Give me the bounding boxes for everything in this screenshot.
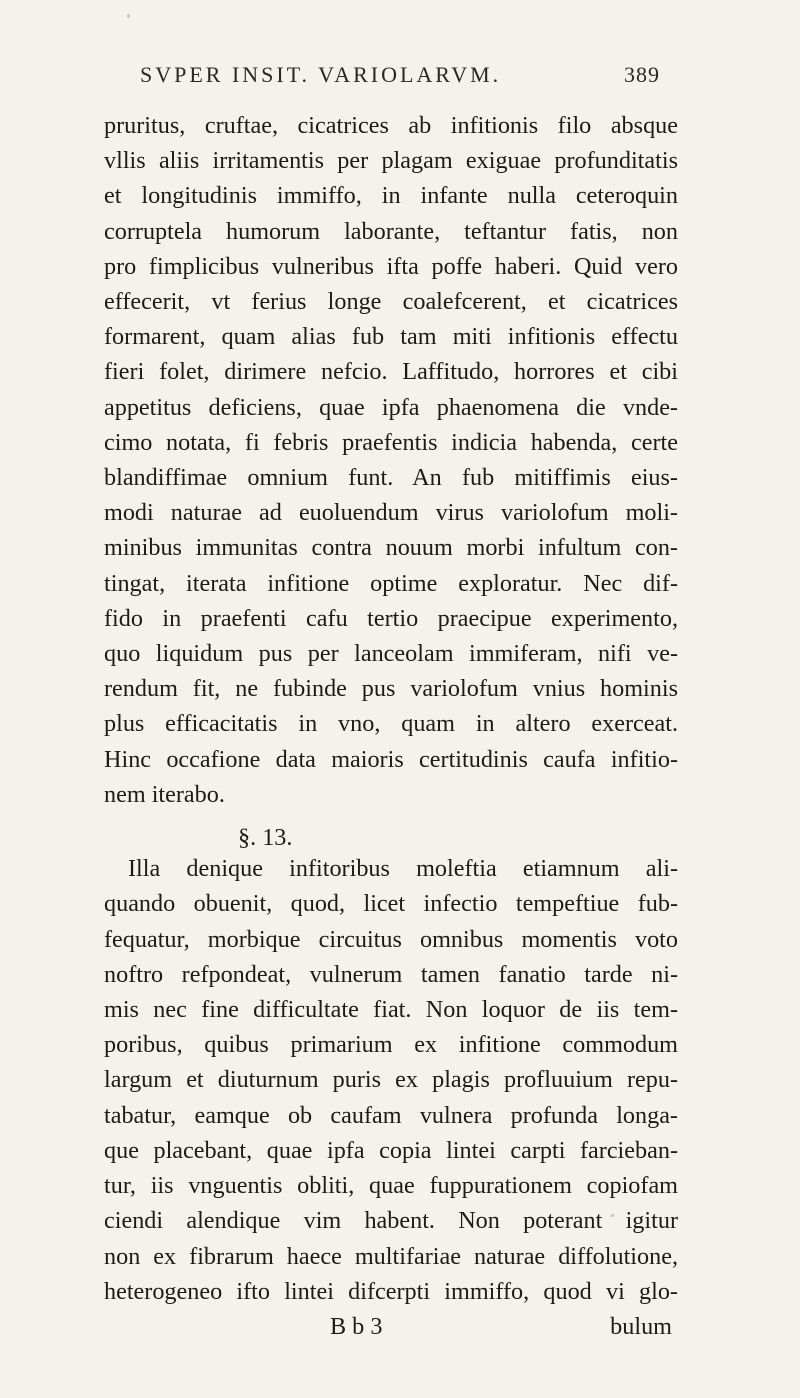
text-line: non ex fibrarum haece multifariae naturae diffolutione, [104, 1242, 678, 1270]
text-line: et longitudinis immiffo, in infante nulla ceteroquin [104, 182, 678, 210]
text-line: noftro refpondeat, vulnerum tamen fanatio tarde ni- [104, 960, 678, 988]
catchword: bulum [610, 1312, 672, 1340]
text-line: tabatur, eamque ob caufam vulnera profunda longa- [104, 1101, 678, 1129]
text-line: poribus, quibus primarium ex infitione commodum [104, 1031, 678, 1059]
text-line: minibus immunitas contra nouum morbi infultum con- [104, 534, 678, 562]
text-line: quo liquidum pus per lanceolam immiferam, nifi ve- [104, 640, 678, 668]
text-line: tur, iis vnguentis obliti, quae fuppurationem copiofam [104, 1172, 678, 1200]
text-line: largum et diuturnum puris ex plagis profluuium repu- [104, 1066, 678, 1094]
text-line: fequatur, morbique circuitus omnibus momentis voto [104, 925, 678, 953]
text-line: corruptela humorum laborante, teftantur fatis, non [104, 217, 678, 245]
text-line: quando obuenit, quod, licet infectio tempeftiue fub- [104, 890, 678, 918]
section-heading: §. 13. [238, 824, 293, 852]
page-number: 389 [624, 62, 660, 87]
text-line: fido in praefenti cafu tertio praecipue experimento, [104, 604, 678, 632]
text-line: ciendi alendique vim habent. Non poterant igitur [104, 1207, 678, 1235]
text-line: appetitus deficiens, quae ipfa phaenomena die vnde- [104, 393, 678, 421]
text-line: Hinc occafione data maioris certitudinis caufa infitio- [104, 745, 678, 773]
text-line: pruritus, cruftae, cicatrices ab infitionis filo absque [104, 112, 678, 139]
text-line: rendum fit, ne fubinde pus variolofum vnius hominis [104, 675, 678, 703]
text-line: blandiffimae omnium funt. An fub mitiffimis eius- [104, 464, 678, 492]
text-line: vllis aliis irritamentis per plagam exiguae profunditatis [104, 147, 678, 175]
text-line: heterogeneo ifto lintei difcerpti immiffo, quod vi glo- [104, 1277, 678, 1305]
signature-mark: B b 3 [330, 1312, 383, 1340]
paragraph-2 [104, 851, 678, 1309]
page-header [140, 62, 660, 102]
text-line: effecerit, vt ferius longe coalefcerent, et cicatrices [104, 288, 678, 316]
text-line: modi naturae ad euoluendum virus variolofum moli- [104, 499, 678, 527]
text-line: cimo notata, fi febris praefentis indicia habenda, certe [104, 428, 678, 456]
text-line: tingat, iterata infitione optime exploratur. Nec dif- [104, 569, 678, 597]
paragraph-1 [104, 108, 678, 812]
text-line: plus efficacitatis in vno, quam in altero exerceat. [104, 710, 678, 738]
text-line: que placebant, quae ipfa copia lintei carpti farcieban- [104, 1136, 678, 1164]
text-line: mis nec fine difficultate fiat. Non loquor de iis tem- [104, 996, 678, 1024]
text-line: nem iterabo. [104, 780, 225, 808]
text-line: Illa denique infitoribus moleftia etiamnum ali- [128, 855, 678, 883]
text-line: pro fimplicibus vulneribus ifta poffe haberi. Quid vero [104, 252, 678, 280]
text-line: formarent, quam alias fub tam miti infitionis effectu [104, 323, 678, 351]
page-footer [104, 1309, 678, 1344]
body-text [104, 108, 678, 1344]
text-line: fieri folet, dirimere nefcio. Laffitudo, horrores et cibi [104, 358, 678, 386]
paper-speck [127, 14, 130, 18]
running-title: SVPER INSIT. VARIOLARVM. [140, 62, 502, 87]
